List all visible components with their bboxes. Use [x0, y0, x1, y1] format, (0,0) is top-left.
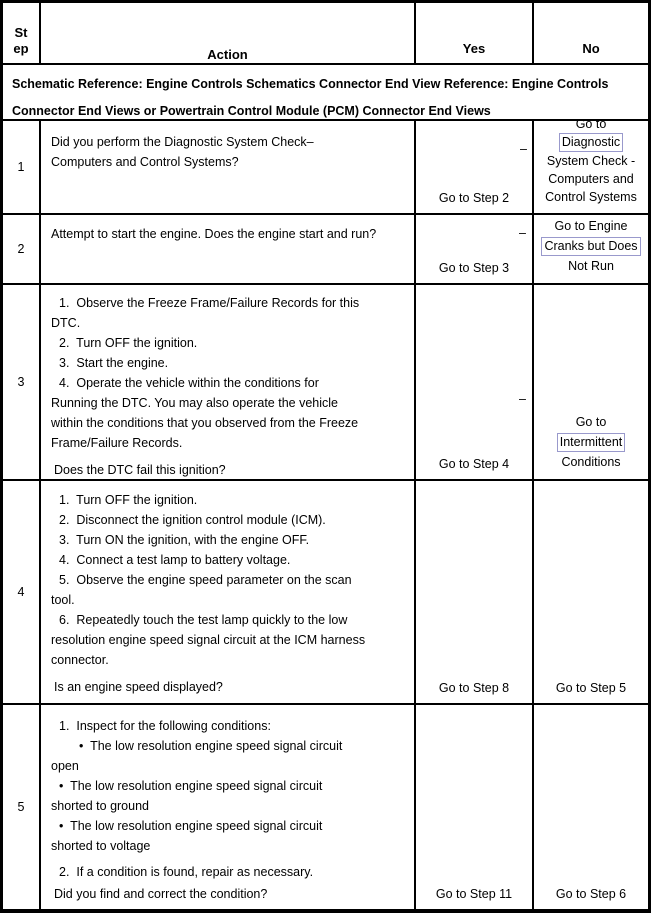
yes-goto: Go to Step 8 [438, 681, 510, 695]
action-cell: 1. Observe the Freeze Frame/Failure Records for this DTC. 2. Turn OFF the ignition. 3. Start the engine. 4. Operate the vehicle within the conditions for Running the DTC. You may also operate the vehicle within the conditions that you observed from the Freeze Frame/Failure Records. Does the DTC fail this ignition? [41, 285, 416, 479]
step-column-header [3, 3, 41, 63]
no-cell: Go to Engine Cranks but Does Not Run [534, 215, 648, 283]
step-number: 1 [17, 160, 25, 174]
dash: – [519, 392, 526, 406]
action-column-header: Action [41, 3, 416, 63]
table-row-step-1 [3, 117, 648, 215]
no-column-header: No [582, 41, 600, 56]
action-cell: Attempt to start the engine. Does the engine start and run? [41, 215, 416, 283]
no-cell [534, 705, 648, 909]
table-row-step-2 [3, 215, 648, 285]
dash: – [519, 226, 526, 240]
yes-cell [416, 215, 534, 283]
schematic-reference-note: Schematic Reference: Engine Controls Schematics Connector End View Reference: Engine Controls Connector End Views or Powertrain Control Module (PCM) Connector End Views [12, 77, 609, 118]
step-header-line1: St [14, 25, 28, 40]
step-number: 5 [17, 800, 25, 814]
schematic-reference-row [3, 65, 648, 121]
yes-cell [416, 481, 534, 703]
no-goto: Go to Step 5 [555, 681, 627, 695]
yes-cell [416, 121, 534, 213]
no-cell [534, 481, 648, 703]
table-row-step-3 [3, 285, 648, 481]
yes-cell [416, 285, 534, 479]
yes-cell [416, 705, 534, 909]
no-cell: Go to Intermittent Conditions [534, 285, 648, 479]
table-row-step-4 [3, 481, 648, 705]
no-cell: Go to Diagnostic System Check - Computers and Control Systems [545, 117, 637, 204]
action-cell: 1. Turn OFF the ignition. 2. Disconnect the ignition control module (ICM). 3. Turn ON the ignition, with the engine OFF. 4. Connect a test lamp to battery voltage. 5. Observe the engine speed parameter on the scan tool. 6. Repeatedly touch the test lamp quickly to the low resolution engine speed signal circuit at the ICM harness connector. Is an engine speed displayed? [41, 481, 416, 703]
step-number: 3 [17, 375, 25, 389]
action-cell: 1. Inspect for the following conditions: • The low resolution engine speed signal circuit open • The low resolution engine speed signal circuit shorted to ground • The low resolution engine speed signal circuit shorted to voltage 2. If a condition is found, repair as necessary. Did you find and correct the condition? [41, 705, 416, 909]
yes-goto: Go to Step 2 [438, 191, 510, 205]
yes-column-header: Yes [416, 3, 534, 63]
action-cell: Did you perform the Diagnostic System Check– Computers and Control Systems? [41, 121, 416, 213]
link-diagnostic-system-check[interactable]: Diagnostic [559, 133, 623, 152]
yes-goto: Go to Step 3 [438, 261, 510, 275]
link-intermittent-conditions[interactable]: Intermittent [557, 433, 626, 452]
no-goto: Go to Step 6 [555, 887, 627, 901]
table-row-step-5 [3, 705, 648, 909]
step-header-line2: ep [13, 41, 29, 56]
step-number: 4 [17, 585, 25, 599]
link-engine-cranks-but-does-not-run[interactable]: Cranks but Does [541, 237, 640, 256]
header-row [3, 3, 648, 65]
step-number: 2 [17, 242, 25, 256]
dash: – [520, 142, 527, 156]
yes-goto: Go to Step 4 [438, 457, 510, 471]
yes-goto: Go to Step 11 [435, 887, 513, 901]
